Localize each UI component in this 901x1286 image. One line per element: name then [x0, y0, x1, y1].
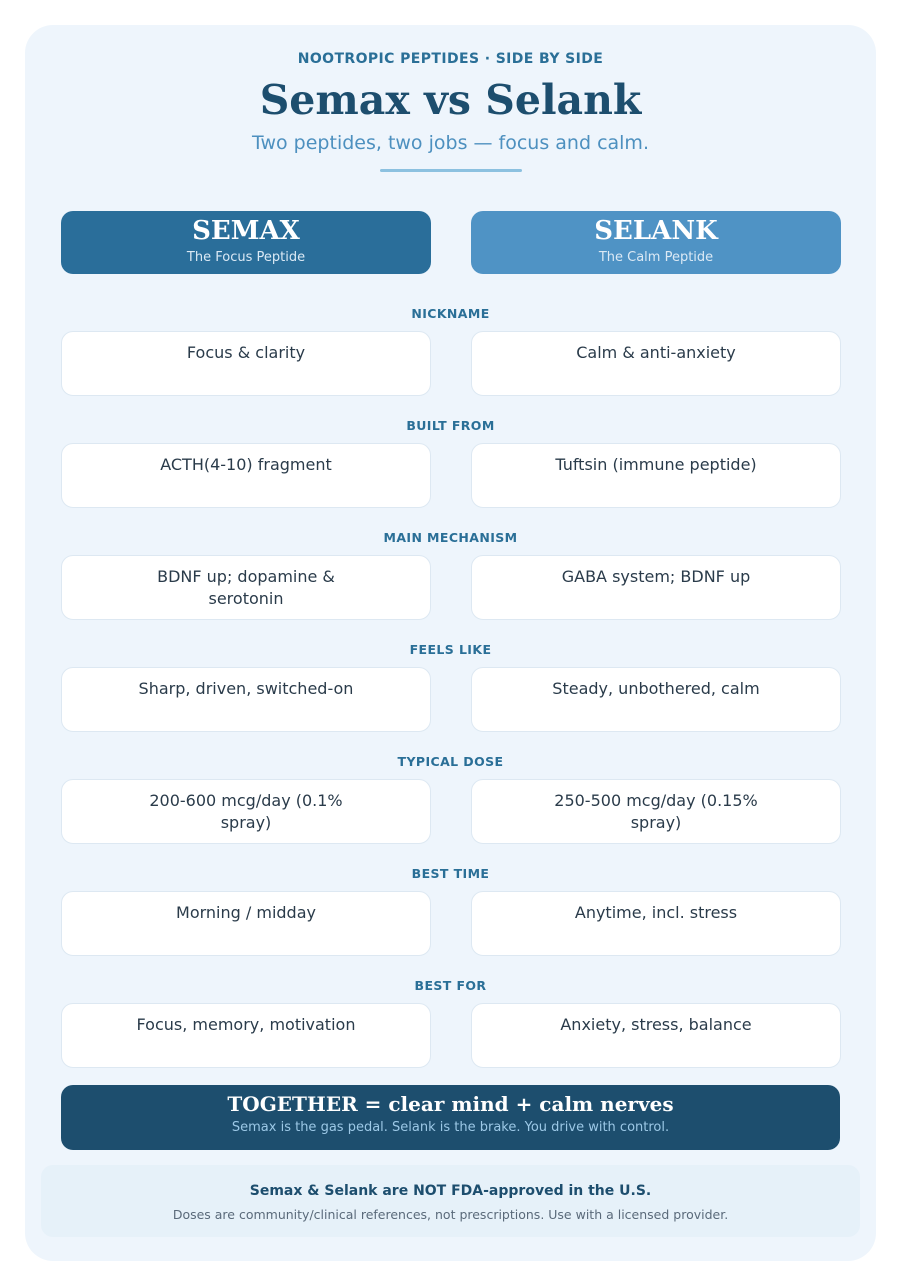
page-title: Semax vs Selank	[259, 76, 642, 124]
together-title: TOGETHER = clear mind + calm nerves	[227, 1092, 674, 1116]
semax-cell: Sharp, driven, switched-on	[61, 667, 431, 732]
semax-cell: Focus & clarity	[61, 331, 431, 396]
eyebrow: NOOTROPIC PEPTIDES · SIDE BY SIDE	[297, 51, 604, 67]
disclaimer-box	[41, 1165, 860, 1237]
selank-cell: Anytime, incl. stress	[471, 891, 841, 956]
semax-cell: 200-600 mcg/day (0.1% spray)	[61, 779, 431, 844]
together-banner	[61, 1085, 840, 1150]
row-label: MAIN MECHANISM	[383, 530, 518, 545]
semax-cell: BDNF up; dopamine & serotonin	[61, 555, 431, 620]
column-name: SELANK	[594, 216, 718, 246]
row-label: BUILT FROM	[406, 418, 495, 433]
column-name: SEMAX	[192, 216, 300, 246]
selank-cell: Tuftsin (immune peptide)	[471, 443, 841, 508]
selank-cell: 250-500 mcg/day (0.15% spray)	[471, 779, 841, 844]
together-subtitle: Semax is the gas pedal. Selank is the brake. You drive with control.	[231, 1120, 670, 1135]
column-tagline: The Calm Peptide	[598, 250, 714, 265]
title-divider	[380, 169, 522, 172]
column-header-selank	[471, 211, 841, 274]
selank-cell: Anxiety, stress, balance	[471, 1003, 841, 1068]
selank-cell: Steady, unbothered, calm	[471, 667, 841, 732]
page-subtitle: Two peptides, two jobs — focus and calm.	[252, 132, 649, 154]
column-tagline: The Focus Peptide	[186, 250, 306, 265]
row-label: NICKNAME	[411, 306, 490, 321]
selank-cell: GABA system; BDNF up	[471, 555, 841, 620]
selank-cell: Calm & anti-anxiety	[471, 331, 841, 396]
semax-cell: ACTH(4-10) fragment	[61, 443, 431, 508]
column-header-semax	[61, 211, 431, 274]
row-label: BEST TIME	[411, 866, 490, 881]
semax-cell: Focus, memory, motivation	[61, 1003, 431, 1068]
row-label: BEST FOR	[414, 978, 487, 993]
disclaimer-title: Semax & Selank are NOT FDA-approved in the U.S.	[249, 1183, 652, 1199]
semax-cell: Morning / midday	[61, 891, 431, 956]
row-label: FEELS LIKE	[409, 642, 492, 657]
disclaimer-text: Doses are community/clinical references, not prescriptions. Use with a licensed provider.	[172, 1207, 729, 1222]
row-label: TYPICAL DOSE	[397, 754, 504, 769]
